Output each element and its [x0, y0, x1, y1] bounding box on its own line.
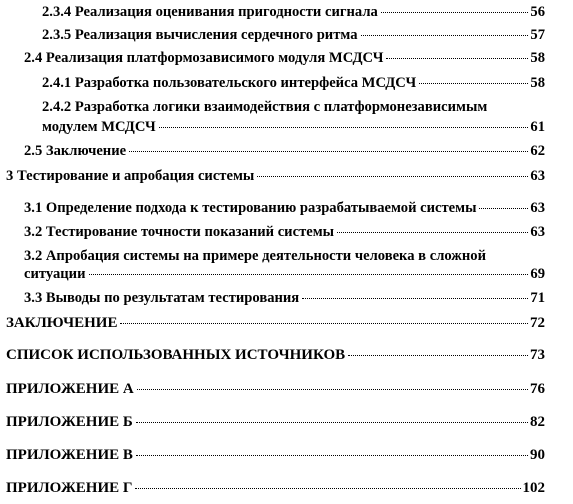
toc-line: [6, 447, 545, 464]
toc-entry-title: 2.5 Заключение: [24, 143, 127, 159]
dot-leader: [386, 58, 528, 59]
toc-line: [24, 224, 545, 241]
toc-line: [6, 347, 545, 364]
dot-leader: [136, 422, 528, 423]
dot-leader: [136, 455, 528, 456]
dot-leader: [135, 488, 520, 489]
toc-entry-page: 58: [530, 75, 545, 91]
toc-entry-title: ПРИЛОЖЕНИЕ А: [6, 381, 134, 397]
toc-line: [42, 27, 545, 44]
dot-leader: [348, 355, 528, 356]
toc-line: [6, 315, 545, 332]
toc-entry-title-line1: 2.4.2 Разработка логики взаимодействия с платформонезависимым: [42, 99, 488, 115]
dot-leader: [137, 389, 528, 390]
toc-line: [24, 200, 545, 217]
toc-line: [6, 414, 545, 431]
toc-entry-title: 2.3.5 Реализация вычисления сердечного ритма: [42, 27, 358, 43]
toc-line: [42, 119, 545, 136]
toc-entry-page: 57: [530, 27, 545, 43]
toc-entry-title: ПРИЛОЖЕНИЕ Б: [6, 414, 133, 430]
toc-entry-page: 71: [530, 290, 545, 306]
toc-entry-title: СПИСОК ИСПОЛЬЗОВАННЫХ ИСТОЧНИКОВ: [6, 347, 346, 363]
dot-leader: [120, 323, 528, 324]
toc-entry-page: 102: [522, 480, 545, 496]
toc-entry-title: ПРИЛОЖЕНИЕ В: [6, 447, 133, 463]
toc-entry-page: 73: [530, 347, 545, 363]
dot-leader: [361, 35, 529, 36]
dot-leader: [337, 232, 528, 233]
toc-entry-title: ситуации: [24, 266, 86, 282]
toc-line: [24, 50, 545, 67]
toc-entry-title: 3.1 Определение подхода к тестированию разрабатываемой системы: [24, 200, 477, 216]
toc-entry-page: 61: [530, 119, 545, 135]
toc-entry-page: 90: [530, 447, 545, 463]
toc-entry-title: ПРИЛОЖЕНИЕ Г: [6, 480, 133, 496]
toc-entry-title: 3.2 Тестирование точности показаний системы: [24, 224, 335, 240]
toc-entry-page: 58: [530, 50, 545, 66]
dot-leader: [89, 274, 529, 275]
toc-line: [42, 75, 545, 92]
toc-entry-page: 63: [530, 168, 545, 184]
toc-line: [24, 143, 545, 160]
toc-entry-page: 63: [530, 224, 545, 240]
toc-line: [6, 381, 545, 398]
dot-leader: [302, 298, 528, 299]
toc-entry-page: 82: [530, 414, 545, 430]
toc-entry-title: 2.4.1 Разработка пользовательского интерфейса МСДСЧ: [42, 75, 417, 91]
dot-leader: [159, 127, 529, 128]
dot-leader: [479, 208, 528, 209]
toc-entry-page: 56: [530, 4, 545, 20]
toc-entry-title: 2.3.4 Реализация оценивания пригодности сигнала: [42, 4, 378, 20]
toc-entry-title: 2.4 Реализация платформозависимого модуля МСДСЧ: [24, 50, 384, 66]
toc-entry-page: 76: [530, 381, 545, 397]
toc-entry-title-line1: 3.2 Апробация системы на примере деятельности человека в сложной: [24, 248, 487, 264]
toc-entry-title: ЗАКЛЮЧЕНИЕ: [6, 315, 118, 331]
toc-line: [42, 4, 545, 21]
toc-entry-title: 3.3 Выводы по результатам тестирования: [24, 290, 300, 306]
toc-line: [6, 168, 545, 185]
toc-entry-title: модулем МСДСЧ: [42, 119, 156, 135]
toc-entry-page: 63: [530, 200, 545, 216]
dot-leader: [381, 12, 529, 13]
toc-line: [24, 290, 545, 307]
toc-entry-page: 62: [530, 143, 545, 159]
toc-entry-title: 3 Тестирование и апробация системы: [6, 168, 255, 184]
toc-entry-page: 69: [530, 266, 545, 282]
toc-entry-page: 72: [530, 315, 545, 331]
toc-line: [24, 266, 545, 283]
dot-leader: [419, 83, 528, 84]
dot-leader: [129, 151, 528, 152]
toc-line: [6, 480, 545, 497]
dot-leader: [257, 176, 528, 177]
